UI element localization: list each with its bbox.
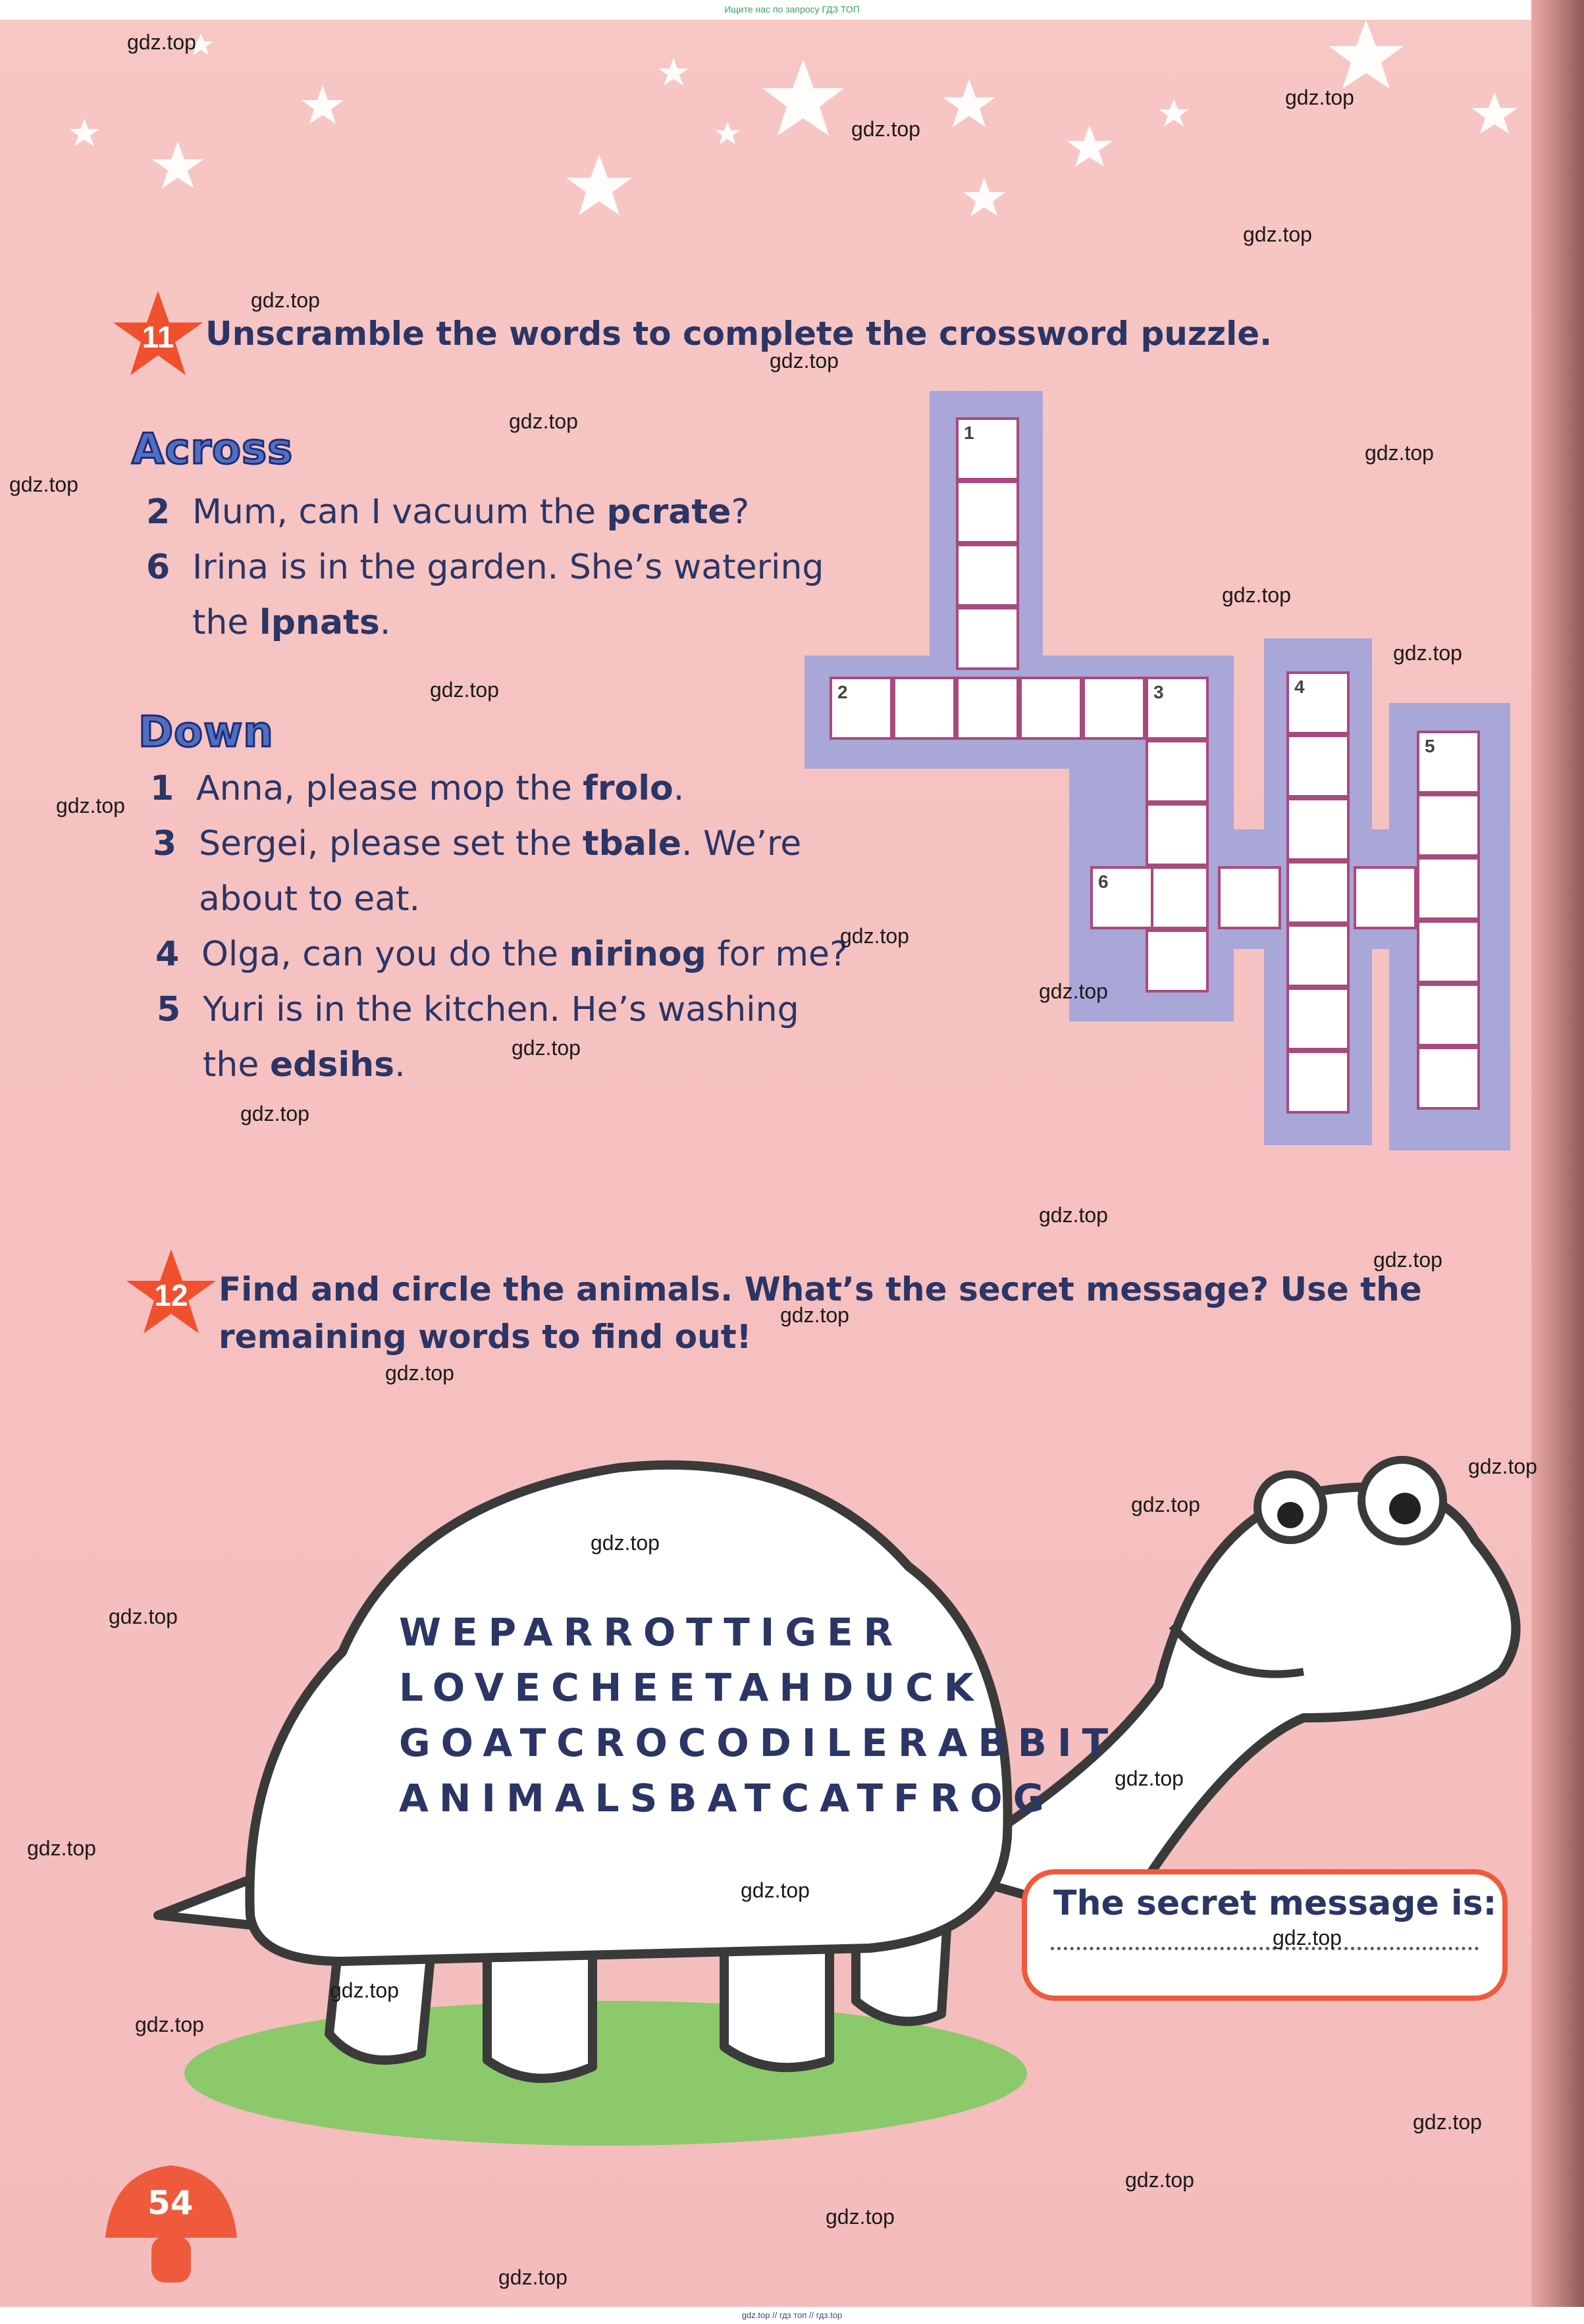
watermark: gdz.top <box>1115 1767 1184 1790</box>
watermark: gdz.top <box>512 1036 581 1060</box>
star-icon <box>963 178 1005 216</box>
down-clue-4: 4 Olga, can you do the nirinog for me? <box>155 927 848 982</box>
watermark: gdz.top <box>741 1878 810 1902</box>
crossword-cell[interactable] <box>1286 735 1350 798</box>
crossword-cell[interactable] <box>1146 929 1209 993</box>
crossword-cell[interactable] <box>1417 794 1480 857</box>
scrambled-word: pcrate <box>606 492 731 532</box>
letter-row[interactable]: LOVECHEETAHDUCK <box>399 1665 984 1710</box>
clue-number: 3 <box>153 824 177 864</box>
crossword-cell[interactable]: 4 <box>1286 671 1350 735</box>
watermark: gdz.top <box>1131 1493 1200 1516</box>
footer-note: gdz.top // гдз топ // гдз.top <box>741 2310 843 2320</box>
crossword-cell[interactable] <box>1286 1050 1350 1114</box>
watermark: gdz.top <box>509 409 578 433</box>
crossword-cell[interactable] <box>1218 866 1281 929</box>
scrambled-word: edsihs <box>269 1045 395 1085</box>
crossword-cell[interactable] <box>956 544 1019 607</box>
header-note: Ищите нас по запросу ГДЗ ТОП <box>724 4 860 14</box>
watermark: gdz.top <box>498 2265 568 2289</box>
crossword-cell[interactable] <box>1417 983 1480 1046</box>
crossword-cell[interactable] <box>1417 920 1480 983</box>
book-spine <box>1531 0 1584 2324</box>
crossword-cell[interactable] <box>1286 924 1350 987</box>
watermark: gdz.top <box>1039 979 1108 1003</box>
down-clue-5-cont: the edsihs. <box>203 1045 406 1085</box>
star-icon <box>566 155 632 215</box>
star-icon <box>715 122 740 144</box>
across-clue-6: 6 Irina is in the garden. She’s watering <box>146 540 824 595</box>
watermark: gdz.top <box>127 30 196 54</box>
watermark: gdz.top <box>591 1531 660 1555</box>
crossword-cell[interactable] <box>956 677 1019 740</box>
watermark: gdz.top <box>1393 641 1462 665</box>
page-number: 54 <box>147 2184 194 2222</box>
watermark: gdz.top <box>826 2205 895 2229</box>
watermark: gdz.top <box>1468 1455 1537 1478</box>
star-icon <box>1471 92 1518 134</box>
star-icon <box>69 118 99 146</box>
clue-number: 6 <box>146 548 171 587</box>
across-label: Across <box>132 425 294 474</box>
crossword-cell[interactable] <box>1286 861 1350 924</box>
secret-message-label: The secret message is: <box>1053 1884 1497 1923</box>
star-icon <box>1067 125 1113 167</box>
letter-row[interactable]: GOATCROCODILERABBIT <box>399 1720 1119 1765</box>
crossword-cell[interactable] <box>1354 866 1417 929</box>
watermark: gdz.top <box>1365 441 1434 465</box>
down-clue-5: 5 Yuri is in the kitchen. He’s washing <box>157 982 799 1037</box>
crossword-cell[interactable]: 3 <box>1146 677 1209 740</box>
letter-row[interactable]: ANIMALSBATCATFROG <box>399 1776 1055 1820</box>
down-clue-3-cont: about to eat. <box>199 879 421 919</box>
watermark: gdz.top <box>840 924 909 948</box>
watermark: gdz.top <box>251 288 320 312</box>
letter-row[interactable]: WEPARROTTIGER <box>399 1610 904 1655</box>
mushroom-icon <box>99 2159 244 2290</box>
watermark: gdz.top <box>240 1102 309 1125</box>
clue-number: 4 <box>155 935 180 974</box>
star-icon <box>762 59 844 136</box>
clue-number: 2 <box>146 492 171 532</box>
watermark: gdz.top <box>27 1836 96 1860</box>
watermark: gdz.top <box>851 117 920 141</box>
watermark: gdz.top <box>1285 86 1354 109</box>
crossword-cell[interactable]: 5 <box>1417 731 1480 794</box>
crossword-cell[interactable]: 2 <box>830 677 893 740</box>
watermark: gdz.top <box>135 2013 204 2036</box>
crossword-cell[interactable] <box>1146 803 1209 866</box>
exercise-12-number: 12 <box>154 1278 188 1312</box>
clue-number: 1 <box>150 769 174 808</box>
watermark: gdz.top <box>1243 222 1312 246</box>
watermark: gdz.top <box>1125 2168 1194 2192</box>
scrambled-word: tbale <box>582 824 682 864</box>
watermark: gdz.top <box>1373 1248 1442 1272</box>
watermark: gdz.top <box>1039 1203 1108 1227</box>
star-icon <box>943 79 995 127</box>
crossword-cell[interactable] <box>1146 740 1209 803</box>
watermark: gdz.top <box>430 678 499 702</box>
watermark: gdz.top <box>1413 2110 1482 2134</box>
crossword-cell[interactable] <box>1146 866 1209 929</box>
down-clue-3: 3 Sergei, please set the tbale. We’re <box>153 816 801 871</box>
exercise-12-instruction-line1: Find and circle the animals. What’s the secret message? Use the <box>219 1270 1422 1308</box>
watermark: gdz.top <box>9 473 78 496</box>
watermark: gdz.top <box>109 1605 178 1628</box>
crossword-cell[interactable] <box>956 480 1019 544</box>
crossword-cell[interactable]: 6 <box>1090 866 1153 929</box>
secret-message-box <box>1022 1869 1508 2001</box>
exercise-11-number: 11 <box>142 320 174 354</box>
star-icon <box>1159 99 1189 126</box>
watermark: gdz.top <box>330 1978 399 2002</box>
exercise-11-instruction: Unscramble the words to complete the crossword puzzle. <box>205 315 1273 353</box>
crossword-cell[interactable] <box>1082 677 1146 740</box>
watermark: gdz.top <box>780 1303 849 1327</box>
crossword-cell[interactable] <box>1286 798 1350 861</box>
scrambled-word: lpnats <box>259 603 380 642</box>
star-icon <box>152 142 203 188</box>
down-label: Down <box>138 708 274 757</box>
crossword-cell[interactable] <box>956 607 1019 670</box>
clue-number: 5 <box>157 990 181 1029</box>
watermark: gdz.top <box>385 1361 454 1385</box>
star-icon <box>302 86 344 124</box>
star-icon <box>1329 20 1404 89</box>
crossword-cell[interactable] <box>1417 1046 1480 1110</box>
exercise-12-instruction-line2: remaining words to find out! <box>219 1318 752 1356</box>
across-clue-6-cont: the lpnats. <box>192 603 391 642</box>
crossword-cell[interactable] <box>1417 857 1480 920</box>
down-clue-1: 1 Anna, please mop the frolo. <box>150 761 684 816</box>
crossword-cell[interactable] <box>1019 677 1082 740</box>
crossword-cell[interactable]: 1 <box>956 417 1019 480</box>
watermark: gdz.top <box>56 794 125 817</box>
watermark: gdz.top <box>1222 583 1291 607</box>
crossword-cell[interactable] <box>1286 987 1350 1050</box>
scrambled-word: nirinog <box>569 935 706 974</box>
star-icon <box>658 58 689 86</box>
stars-decoration <box>0 20 1534 237</box>
watermark: gdz.top <box>1273 1926 1342 1950</box>
watermark: gdz.top <box>770 349 839 373</box>
across-clue-2: 2 Mum, can I vacuum the pcrate? <box>146 484 749 540</box>
answer-line[interactable] <box>1051 1947 1479 1950</box>
crossword-cell[interactable] <box>893 677 956 740</box>
turtle-neck <box>935 1487 1516 1922</box>
scrambled-word: frolo <box>583 769 673 808</box>
